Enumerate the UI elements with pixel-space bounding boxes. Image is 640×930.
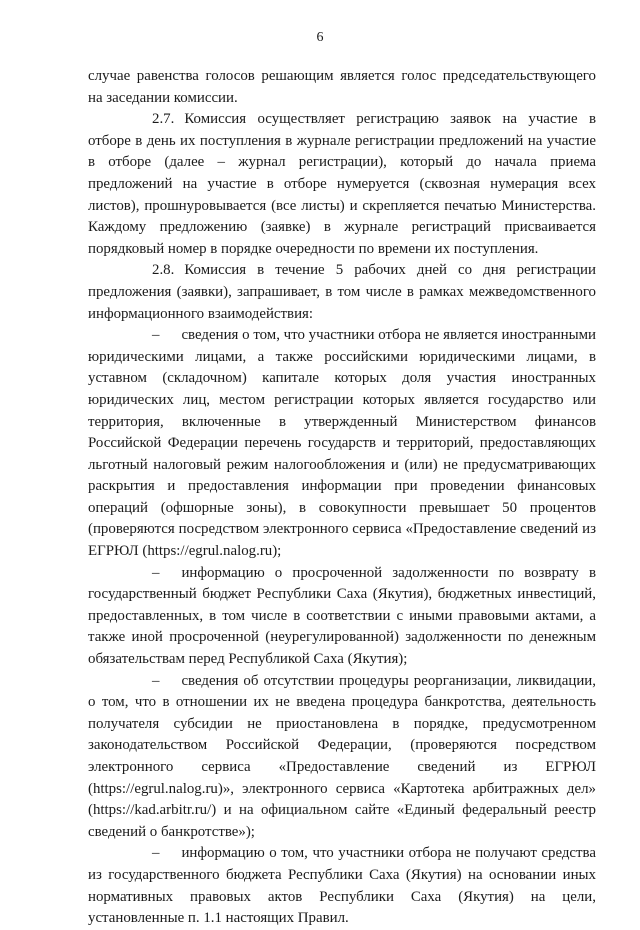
clause-number: 2.8.	[152, 262, 175, 279]
dash-bullet: –	[152, 845, 160, 862]
page-number: 6	[316, 30, 324, 45]
list-item-text: информацию о просроченной задолженности по возврату в государственный бюджет Республики Саха (Якутия), бюджетных инвестиций, предоставленных, в том числе в соответствии с иными правовыми актами, а также иной просроченной (неурегулированной) задолженности по денежным обязательствам перед Республикой Саха (Якутия);	[88, 564, 596, 668]
list-item-text: сведения о том, что участники отбора не является иностранными юридическими лицами, а также российскими юридическими лицами, в уставном (складочном) капитале которых доля участия иностранных юридических лиц, местом регистрации которых является государство или территория, включенные в утвержденный Министерством финансов Российской Федерации перечень государств и территорий, предоставляющих льготный налоговый режим налогообложения и (или) не предусматривающих раскрытия и предоставления информации при проведении финансовых операций (офшорные зоны), в совокупности превышает 50 процентов (проверяются посредством электронного сервиса «Предоставление сведений из ЕГРЮЛ (https://egrul.nalog.ru);	[88, 327, 596, 560]
document-body	[88, 66, 596, 930]
list-item-other-funds	[88, 843, 596, 929]
clause-number: 2.7.	[152, 111, 175, 128]
paragraph-continuation	[88, 66, 596, 109]
list-item-text: информацию о том, что участники отбора не получают средства из государственного бюджета Республики Саха (Якутия) на основании иных нормативных правовых актов Республики Саха (Якутия) на цели, установленные п. 1.1 настоящих Правил.	[88, 845, 596, 927]
list-item-offshore	[88, 325, 596, 563]
dash-bullet: –	[152, 672, 160, 689]
clause-2-8	[88, 260, 596, 325]
list-item-debt	[88, 563, 596, 671]
clause-text: Комиссия осуществляет регистрацию заявок на участие в отборе в день их поступления в журнале регистрации предложений на участие в отборе (далее – журнал регистрации), который до начала приема предложений на участие в отборе нумеруется (сквозная нумерация всех листов), прошнуровывается (все листы) и скрепляется печатью Министерства. Каждому предложению (заявке) в журнале регистраций присваивается порядковый номер в порядке очередности по времени их поступления.	[88, 111, 596, 257]
dash-bullet: –	[152, 327, 160, 344]
list-item-bankruptcy	[88, 671, 596, 844]
clause-text: Комиссия в течение 5 рабочих дней со дня регистрации предложения (заявки), запрашивает, в том числе в рамках межведомственного информационного взаимодействия:	[88, 262, 596, 322]
clause-2-7	[88, 109, 596, 260]
paragraph-text: случае равенства голосов решающим является голос председательствующего на заседании комиссии.	[88, 68, 596, 106]
dash-bullet: –	[152, 564, 160, 581]
list-item-text: сведения об отсутствии процедуры реорганизации, ликвидации, о том, что в отношении их не введена процедура банкротства, деятельность получателя субсидии не приостановлена в порядке, предусмотренном законодательством Российской Федерации, (проверяются посредством электронного сервиса «Предоставление сведений из ЕГРЮЛ (https://egrul.nalog.ru)», электронного сервиса «Картотека арбитражных дел» (https://kad.arbitr.ru/) и на официальном сайте «Единый федеральный реестр сведений о банкротстве»);	[88, 672, 596, 840]
